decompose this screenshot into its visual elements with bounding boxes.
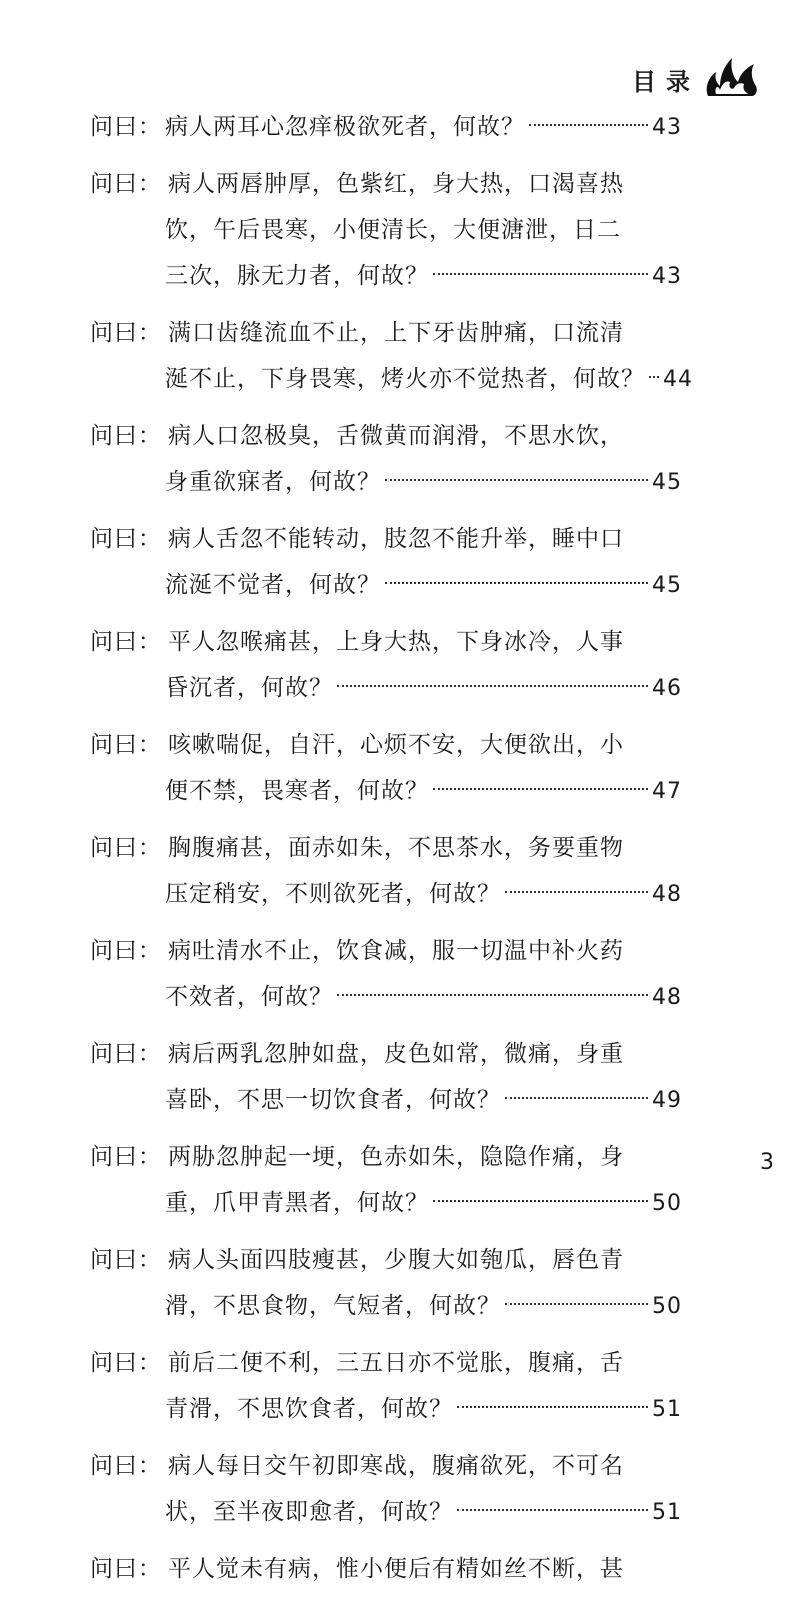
entry-text: 病吐清水不止，饮食减，服一切温中补火药 <box>168 938 624 964</box>
page-number: 3 <box>760 1150 774 1175</box>
dot-leader <box>505 891 648 893</box>
entry-prefix: 问曰： <box>90 1144 162 1170</box>
entry-prefix: 问曰： <box>90 423 162 449</box>
toc-list <box>0 104 800 1603</box>
toc-entry[interactable] <box>0 1443 800 1535</box>
toc-entry[interactable] <box>0 825 800 917</box>
entry-text: 不效者，何故？ <box>165 984 333 1010</box>
entry-text: 身重欲寐者，何故？ <box>165 469 381 495</box>
toc-entry[interactable] <box>0 722 800 814</box>
entry-text: 两胁忽肿起一埂，色赤如朱，隐隐作痛，身 <box>168 1144 624 1170</box>
entry-prefix: 问曰： <box>90 938 162 964</box>
header-title: 目录 <box>632 68 700 96</box>
entry-text: 前后二便不利，三五日亦不觉胀，腹痛，舌 <box>168 1350 624 1376</box>
entry-page-number: 48 <box>652 882 682 907</box>
entry-page-number: 46 <box>652 676 682 701</box>
dot-leader <box>529 124 648 126</box>
toc-entry[interactable] <box>0 516 800 608</box>
toc-entry[interactable] <box>0 1546 800 1592</box>
entry-text: 饮，午后畏寒，小便清长，大便溏泄，日二 <box>165 217 621 243</box>
entry-text: 平人忽喉痛甚，上身大热，下身冰冷，人事 <box>168 629 624 655</box>
dot-leader <box>433 273 648 275</box>
toc-entry[interactable] <box>0 619 800 711</box>
entry-text: 病后两乳忽肿如盘，皮色如常，微痛，身重 <box>168 1041 624 1067</box>
entry-prefix: 问曰： <box>90 1556 162 1582</box>
dot-leader <box>505 1097 648 1099</box>
entry-prefix: 问曰： <box>90 1350 162 1376</box>
entry-page-number: 51 <box>652 1397 682 1422</box>
entry-page-number: 51 <box>652 1500 682 1525</box>
dot-leader <box>649 376 659 378</box>
dot-leader <box>433 1200 648 1202</box>
toc-entry[interactable] <box>0 1340 800 1432</box>
entry-text: 病人两唇肿厚，色紫红，身大热，口渴喜热 <box>168 171 624 197</box>
entry-page-number: 47 <box>652 779 682 804</box>
entry-page-number: 45 <box>652 573 682 598</box>
entry-prefix: 问曰： <box>90 629 162 655</box>
entry-text: 流涎不觉者，何故？ <box>165 572 381 598</box>
entry-text: 病人口忽极臭，舌微黄而润滑，不思水饮， <box>168 423 624 449</box>
entry-prefix: 问曰： <box>90 526 162 552</box>
entry-text: 便不禁，畏寒者，何故？ <box>165 778 429 804</box>
toc-entry[interactable] <box>0 1237 800 1329</box>
entry-page-number: 50 <box>652 1294 682 1319</box>
entry-text: 青滑，不思饮食者，何故？ <box>165 1396 453 1422</box>
toc-entry[interactable] <box>0 413 800 505</box>
dot-leader <box>433 788 648 790</box>
dot-leader <box>385 479 648 481</box>
entry-prefix: 问曰： <box>90 732 162 758</box>
entry-text: 三次，脉无力者，何故？ <box>165 263 429 289</box>
entry-prefix: 问曰： <box>90 171 162 197</box>
entry-prefix: 问曰： <box>90 835 162 861</box>
entry-page-number: 50 <box>652 1191 682 1216</box>
entry-text: 病人每日交午初即寒战，腹痛欲死，不可名 <box>168 1453 624 1479</box>
entry-prefix: 问曰： <box>90 320 162 346</box>
entry-page-number: 49 <box>652 1088 682 1113</box>
entry-text: 涎不止，下身畏寒，烤火亦不觉热者，何故？ <box>165 366 645 392</box>
entry-text: 滑，不思食物，气短者，何故？ <box>165 1293 501 1319</box>
flame-icon <box>702 50 762 100</box>
entry-text: 咳嗽喘促，自汗，心烦不安，大便欲出，小 <box>168 732 624 758</box>
entry-text: 重，爪甲青黑者，何故？ <box>165 1190 429 1216</box>
entry-page-number: 44 <box>663 367 693 392</box>
dot-leader <box>337 994 648 996</box>
entry-text: 状，至半夜即愈者，何故？ <box>165 1499 453 1525</box>
dot-leader <box>457 1509 648 1511</box>
entry-text: 胸腹痛甚，面赤如朱，不思茶水，务要重物 <box>168 835 624 861</box>
entry-text: 喜卧，不思一切饮食者，何故？ <box>165 1087 501 1113</box>
entry-text: 病人舌忽不能转动，肢忽不能升举，睡中口 <box>168 526 624 552</box>
entry-prefix: 问曰： <box>90 1453 162 1479</box>
entry-text: 病人头面四肢瘦甚，少腹大如匏瓜，唇色青 <box>168 1247 624 1273</box>
toc-entry[interactable] <box>0 928 800 1020</box>
entry-text: 病人两耳心忽痒极欲死者，何故？ <box>165 114 525 140</box>
entry-prefix: 问曰： <box>90 1041 162 1067</box>
toc-entry[interactable] <box>0 161 800 299</box>
entry-text: 压定稍安，不则欲死者，何故？ <box>165 881 501 907</box>
toc-entry[interactable] <box>0 1134 800 1226</box>
entry-prefix: 问曰： <box>90 114 162 140</box>
toc-entry[interactable] <box>0 104 800 150</box>
entry-prefix: 问曰： <box>90 1247 162 1273</box>
entry-text: 平人觉未有病，惟小便后有精如丝不断，甚 <box>168 1556 624 1582</box>
dot-leader <box>457 1406 648 1408</box>
entry-page-number: 43 <box>652 264 682 289</box>
dot-leader <box>337 685 648 687</box>
running-header <box>0 50 800 100</box>
entry-page-number: 48 <box>652 985 682 1010</box>
entry-page-number: 45 <box>652 470 682 495</box>
entry-page-number: 43 <box>652 115 682 140</box>
entry-text: 满口齿缝流血不止，上下牙齿肿痛，口流清 <box>168 320 624 346</box>
toc-entry[interactable] <box>0 1031 800 1123</box>
dot-leader <box>505 1303 648 1305</box>
dot-leader <box>385 582 648 584</box>
toc-entry[interactable] <box>0 310 800 402</box>
entry-text: 昏沉者，何故？ <box>165 675 333 701</box>
